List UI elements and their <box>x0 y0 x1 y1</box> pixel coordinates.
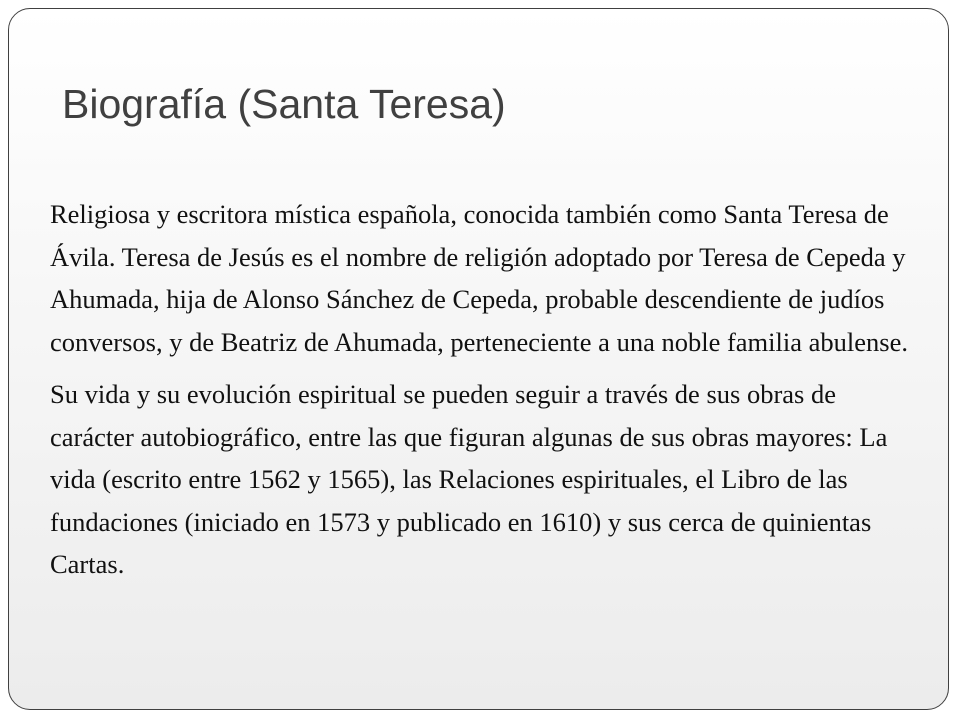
body-paragraph-2: Su vida y su evolución espiritual se pueden seguir a través de sus obras de carácter autobiográfico, entre las que figuran algunas de sus obras mayores: La vida (escrito entre 1562 y 1565), las Relaciones espirituales, el Libro de las fundaciones (iniciado en 1573 y publicado en 1610) y sus cerca de quinientas Cartas. <box>50 379 888 579</box>
slide-title: Biografía (Santa Teresa) <box>62 81 506 127</box>
body-paragraph-1: Religiosa y escritora mística española, conocida también como Santa Teresa de Ávila. Teresa de Jesús es el nombre de religión adoptado por Teresa de Cepeda y Ahumada, hija de Alonso Sánchez de Cepeda, probable descendiente de judíos conversos, y de Beatriz de Ahumada, perteneciente a una noble familia abulense. <box>50 199 908 357</box>
slide-body <box>50 193 910 596</box>
